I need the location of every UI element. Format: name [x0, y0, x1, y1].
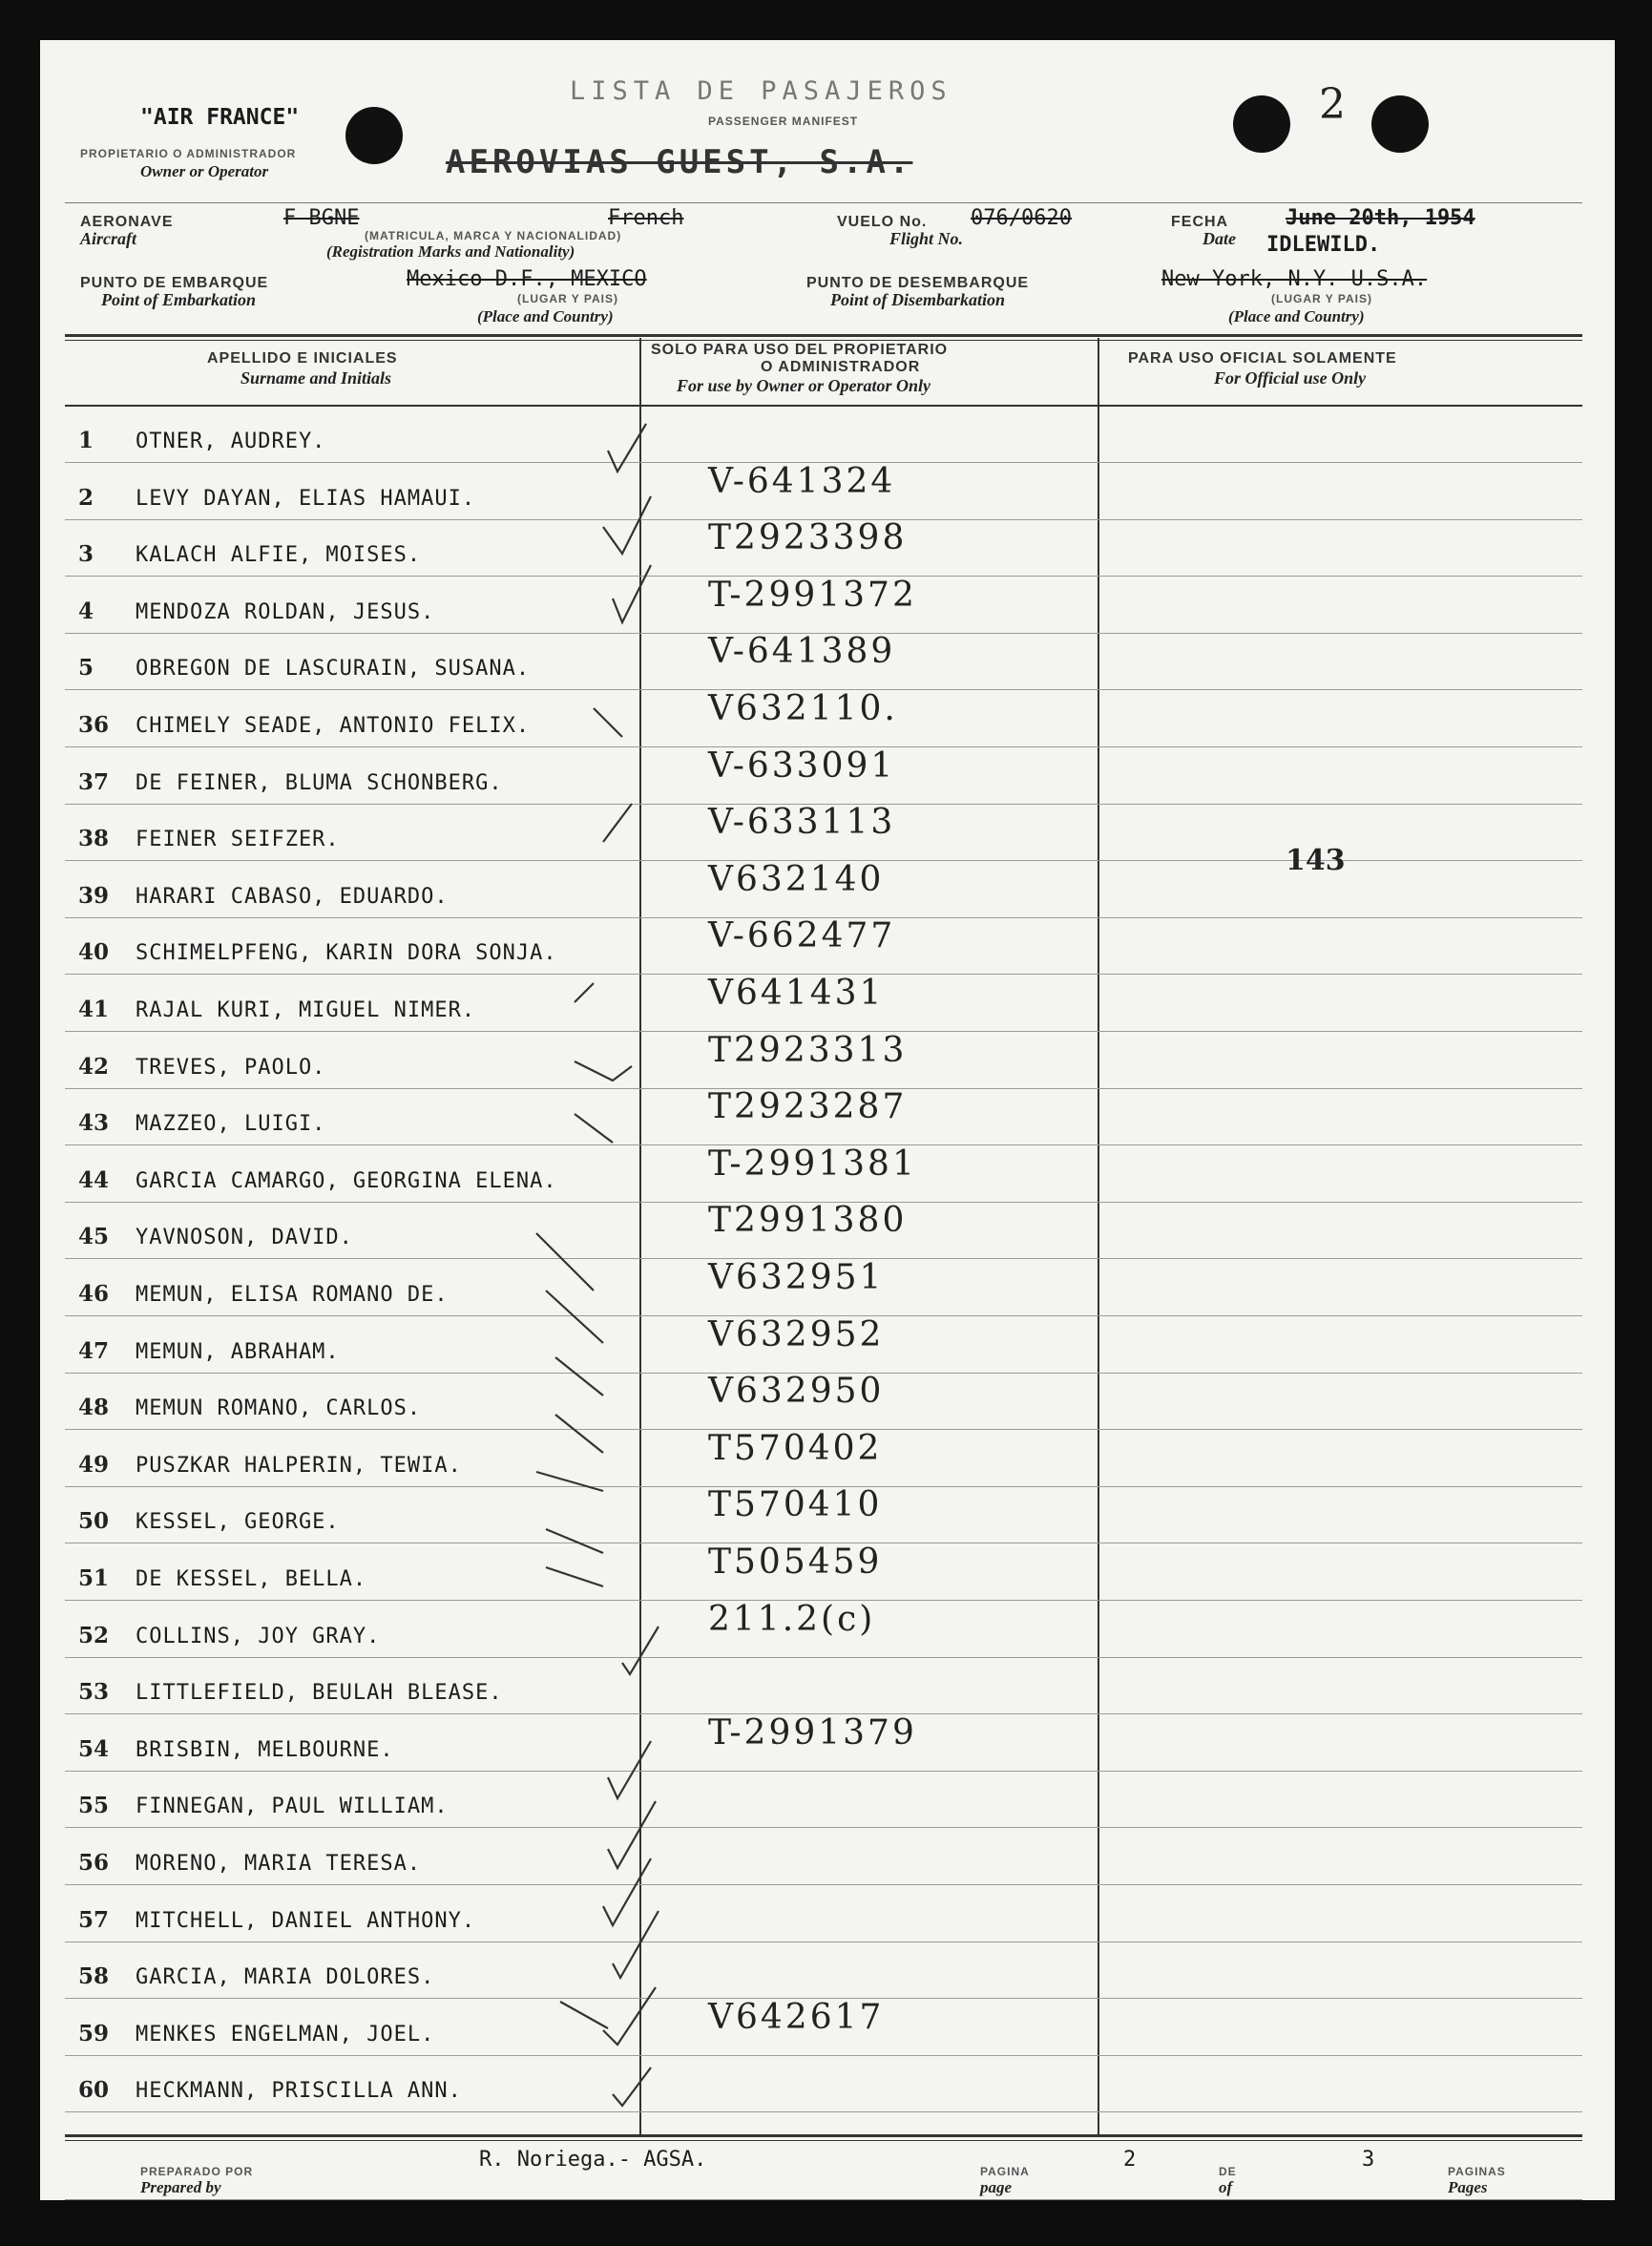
passenger-number: 51	[78, 1565, 110, 1591]
column-1-header-es: APELLIDO E INICIALES	[207, 350, 398, 367]
passenger-number: 54	[78, 1735, 110, 1762]
passenger-number: 49	[78, 1451, 110, 1478]
row-rule	[65, 1827, 1582, 1828]
disembark-sub-es: (LUGAR Y PAIS)	[1271, 292, 1373, 305]
passport-number: V-662477	[708, 916, 896, 956]
passenger-number: 52	[78, 1622, 110, 1648]
check-mark-9	[536, 1233, 594, 1291]
passenger-name: SCHIMELPFENG, KARIN DORA SONJA.	[136, 941, 557, 966]
prepared-value: R. Noriega.- AGSA.	[479, 2148, 707, 2172]
passenger-name: GARCIA, MARIA DOLORES.	[136, 1965, 435, 1990]
footer-top-rule-2	[65, 2140, 1582, 2141]
date-value: June 20th, 1954	[1286, 206, 1475, 230]
passport-number: V641431	[708, 974, 885, 1013]
passenger-number: 50	[78, 1508, 110, 1535]
passport-number: V-633113	[708, 803, 896, 843]
flight-label-es: VUELO No.	[837, 214, 928, 230]
aircraft-registration: F-BGNE	[283, 206, 360, 230]
passport-number: V-633091	[708, 745, 896, 786]
passport-number: V632952	[708, 1314, 885, 1354]
passport-number: T570402	[708, 1428, 883, 1468]
document-title-en: PASSENGER MANIFEST	[708, 115, 859, 128]
column-3-header-es: PARA USO OFICIAL SOLAMENTE	[1128, 350, 1397, 367]
passport-number: T-2991379	[708, 1712, 917, 1753]
passenger-number: 37	[78, 768, 110, 795]
pages-label-en: Pages	[1448, 2178, 1488, 2196]
document-title: LISTA DE PASAJEROS	[570, 76, 952, 106]
table-top-rule	[65, 334, 1582, 337]
passenger-number: 48	[78, 1395, 110, 1421]
passenger-name: MENKES ENGELMAN, JOEL.	[136, 2022, 435, 2047]
check-mark-19	[603, 1858, 651, 1925]
check-mark-18	[608, 1801, 656, 1868]
passport-number: V632110.	[708, 689, 898, 728]
passenger-name: YAVNOSON, DAVID.	[136, 1226, 353, 1250]
column-2-header-es-1: SOLO PARA USO DEL PROPIETARIO	[651, 342, 949, 358]
passenger-name: GARCIA CAMARGO, GEORGINA ELENA.	[136, 1168, 557, 1193]
passport-number: 211.2(c)	[708, 1599, 876, 1639]
table-header-bottom-rule	[65, 405, 1582, 407]
check-mark-13	[536, 1472, 603, 1491]
column-divider-1	[639, 338, 641, 2134]
header-rule	[65, 202, 1582, 203]
passenger-name: OBREGON DE LASCURAIN, SUSANA.	[136, 657, 531, 682]
owner-label-en: Owner or Operator	[140, 162, 269, 180]
passenger-name: MEMUN, ABRAHAM.	[136, 1339, 340, 1364]
passenger-name: MAZZEO, LUIGI.	[136, 1112, 326, 1137]
passenger-name: CHIMELY SEADE, ANTONIO FELIX.	[136, 714, 531, 738]
official-note: 143	[1286, 844, 1346, 877]
passport-number: V-641324	[708, 461, 896, 501]
passenger-name: FINNEGAN, PAUL WILLIAM.	[136, 1795, 449, 1819]
check-mark-8	[575, 1114, 613, 1143]
footer-top-rule	[65, 2134, 1582, 2137]
passenger-number: 58	[78, 1963, 110, 1990]
row-rule	[65, 2111, 1582, 2112]
aircraft-label-es: AERONAVE	[80, 214, 174, 230]
check-mark-15	[546, 1567, 603, 1586]
disembark-label-es: PUNTO DE DESEMBARQUE	[806, 275, 1030, 291]
row-rule	[65, 2055, 1582, 2056]
passenger-number: 1	[78, 428, 94, 453]
check-mark-22	[560, 2002, 608, 2028]
embark-sub-es: (LUGAR Y PAIS)	[517, 292, 619, 305]
passenger-name: BRISBIN, MELBOURNE.	[136, 1737, 394, 1762]
row-rule	[65, 1657, 1582, 1658]
passport-number: V632140	[708, 859, 885, 899]
page-value: 2	[1123, 2148, 1137, 2172]
row-rule	[65, 1884, 1582, 1885]
pages-label-es: PAGINAS	[1448, 2165, 1506, 2178]
disembark-sub-en: (Place and Country)	[1228, 307, 1365, 325]
column-2-header-es-2: O ADMINISTRADOR	[761, 359, 921, 375]
table-top-rule-2	[65, 340, 1582, 341]
passenger-name: DE FEINER, BLUMA SCHONBERG.	[136, 770, 503, 795]
aircraft-sub-en: (Registration Marks and Nationality)	[326, 242, 575, 261]
passenger-name: HARARI CABASO, EDUARDO.	[136, 884, 449, 909]
passenger-number: 59	[78, 2020, 110, 2047]
column-2-header-en: For use by Owner or Operator Only	[677, 376, 931, 395]
embark-value: Mexico D.F., MEXICO	[407, 267, 647, 291]
punch-hole-left	[345, 107, 403, 164]
passenger-number: 53	[78, 1679, 110, 1706]
passport-number: T570410	[708, 1485, 883, 1525]
passenger-number: 55	[78, 1793, 110, 1819]
passenger-name: KESSEL, GEORGE.	[136, 1510, 340, 1535]
check-mark-7	[575, 1061, 632, 1081]
check-mark-4	[594, 708, 622, 737]
passenger-number: 60	[78, 2077, 110, 2104]
footer-bottom-rule	[65, 2199, 1582, 2200]
passport-number: V-641389	[708, 632, 896, 672]
check-mark-14	[546, 1529, 603, 1553]
passenger-name: LITTLEFIELD, BEULAH BLEASE.	[136, 1681, 503, 1706]
of-label-en: of	[1219, 2178, 1233, 2196]
passenger-number: 2	[78, 484, 94, 511]
of-label-es: DE	[1219, 2165, 1237, 2178]
check-mark-3	[613, 565, 651, 622]
aircraft-nationality: French	[608, 206, 684, 230]
passenger-name: TREVES, PAOLO.	[136, 1055, 326, 1080]
passenger-number: 45	[78, 1224, 110, 1250]
manifest-sheet	[40, 40, 1615, 2200]
check-mark-12	[555, 1415, 603, 1453]
aircraft-label-en: Aircraft	[80, 229, 137, 248]
embark-label-es: PUNTO DE EMBARQUE	[80, 275, 269, 291]
flight-label-en: Flight No.	[889, 229, 964, 248]
passenger-number: 4	[78, 598, 94, 624]
of-value: 3	[1362, 2148, 1375, 2172]
embark-label-en: Point of Embarkation	[101, 290, 257, 309]
passenger-number: 36	[78, 712, 110, 738]
passenger-number: 39	[78, 882, 110, 909]
passenger-name: LEVY DAYAN, ELIAS HAMAUI.	[136, 486, 476, 511]
page-label-en: page	[980, 2178, 1013, 2196]
passport-number: V642617	[708, 1997, 885, 2037]
passenger-number: 38	[78, 826, 110, 852]
check-mark-20	[613, 1911, 659, 1978]
passport-number: T2923398	[708, 518, 908, 558]
date-label-en: Date	[1202, 229, 1236, 248]
column-1-header-en: Surname and Initials	[240, 368, 392, 388]
passenger-number: 57	[78, 1906, 110, 1933]
passenger-number: 5	[78, 655, 94, 682]
owner-value: "AIR FRANCE"	[140, 105, 300, 130]
passenger-name: MEMUN, ELISA ROMANO DE.	[136, 1283, 449, 1307]
passport-number: T-2991381	[708, 1144, 917, 1184]
page-mark: 2	[1319, 80, 1349, 129]
passenger-name: OTNER, AUDREY.	[136, 430, 326, 453]
check-mark-23	[613, 2068, 651, 2106]
passport-number: T2923287	[708, 1087, 908, 1127]
passenger-name: DE KESSEL, BELLA.	[136, 1567, 367, 1591]
passport-number: T2991380	[708, 1201, 908, 1241]
owner-label-es: PROPIETARIO O ADMINISTRADOR	[80, 147, 297, 160]
prepared-label-es: PREPARADO POR	[140, 2165, 254, 2178]
passport-number: T-2991372	[708, 575, 917, 615]
passenger-number: 3	[78, 541, 94, 568]
passenger-number: 40	[78, 939, 110, 966]
prepared-label-en: Prepared by	[140, 2178, 221, 2196]
passenger-name: COLLINS, JOY GRAY.	[136, 1624, 381, 1648]
check-mark-5	[603, 804, 632, 842]
passenger-name: RAJAL KURI, MIGUEL NIMER.	[136, 998, 476, 1022]
flight-value: 076/0620	[971, 206, 1072, 230]
passenger-number: 47	[78, 1337, 110, 1364]
check-mark-21	[603, 1987, 656, 2045]
column-3-header-en: For Official use Only	[1214, 368, 1367, 388]
disembark-label-en: Point of Disembarkation	[830, 290, 1006, 309]
embark-sub-en: (Place and Country)	[477, 307, 614, 325]
check-mark-10	[546, 1291, 603, 1343]
row-rule	[65, 1771, 1582, 1772]
date-note: IDLEWILD.	[1266, 233, 1381, 257]
passenger-name: HECKMANN, PRISCILLA ANN.	[136, 2079, 462, 2104]
passport-number: V632951	[708, 1258, 885, 1297]
passenger-name: FEINER SEIFZER.	[136, 828, 340, 852]
passenger-number: 42	[78, 1053, 110, 1080]
passenger-name: MEMUN ROMANO, CARLOS.	[136, 1396, 422, 1421]
passenger-number: 46	[78, 1281, 110, 1307]
passenger-name: PUSZKAR HALPERIN, TEWIA.	[136, 1453, 462, 1478]
check-mark-11	[555, 1357, 603, 1396]
struck-text: AEROVIAS GUEST, S.A.	[446, 143, 913, 181]
passenger-number: 44	[78, 1166, 110, 1193]
passenger-number: 43	[78, 1110, 110, 1137]
aircraft-sub-es: (MATRICULA, MARCA Y NACIONALIDAD)	[365, 229, 622, 242]
passenger-number: 41	[78, 997, 110, 1022]
check-mark-2	[603, 496, 651, 554]
passport-number: T505459	[708, 1543, 883, 1582]
passenger-name: MORENO, MARIA TERESA.	[136, 1852, 422, 1876]
passenger-name: KALACH ALFIE, MOISES.	[136, 543, 422, 568]
passenger-name: MENDOZA ROLDAN, JESUS.	[136, 599, 435, 624]
passenger-name: MITCHELL, DANIEL ANTHONY.	[136, 1908, 476, 1933]
page-label-es: PAGINA	[980, 2165, 1030, 2178]
passport-number: V632950	[708, 1372, 885, 1412]
column-divider-2	[1098, 338, 1099, 2134]
date-label-es: FECHA	[1171, 214, 1229, 230]
disembark-value: New York, N.Y. U.S.A.	[1161, 267, 1428, 291]
passport-number: T2923313	[708, 1030, 908, 1070]
punch-hole-right-1	[1233, 95, 1290, 153]
check-mark-6	[575, 983, 594, 1002]
passenger-number: 56	[78, 1850, 110, 1876]
punch-hole-right-2	[1371, 95, 1429, 153]
